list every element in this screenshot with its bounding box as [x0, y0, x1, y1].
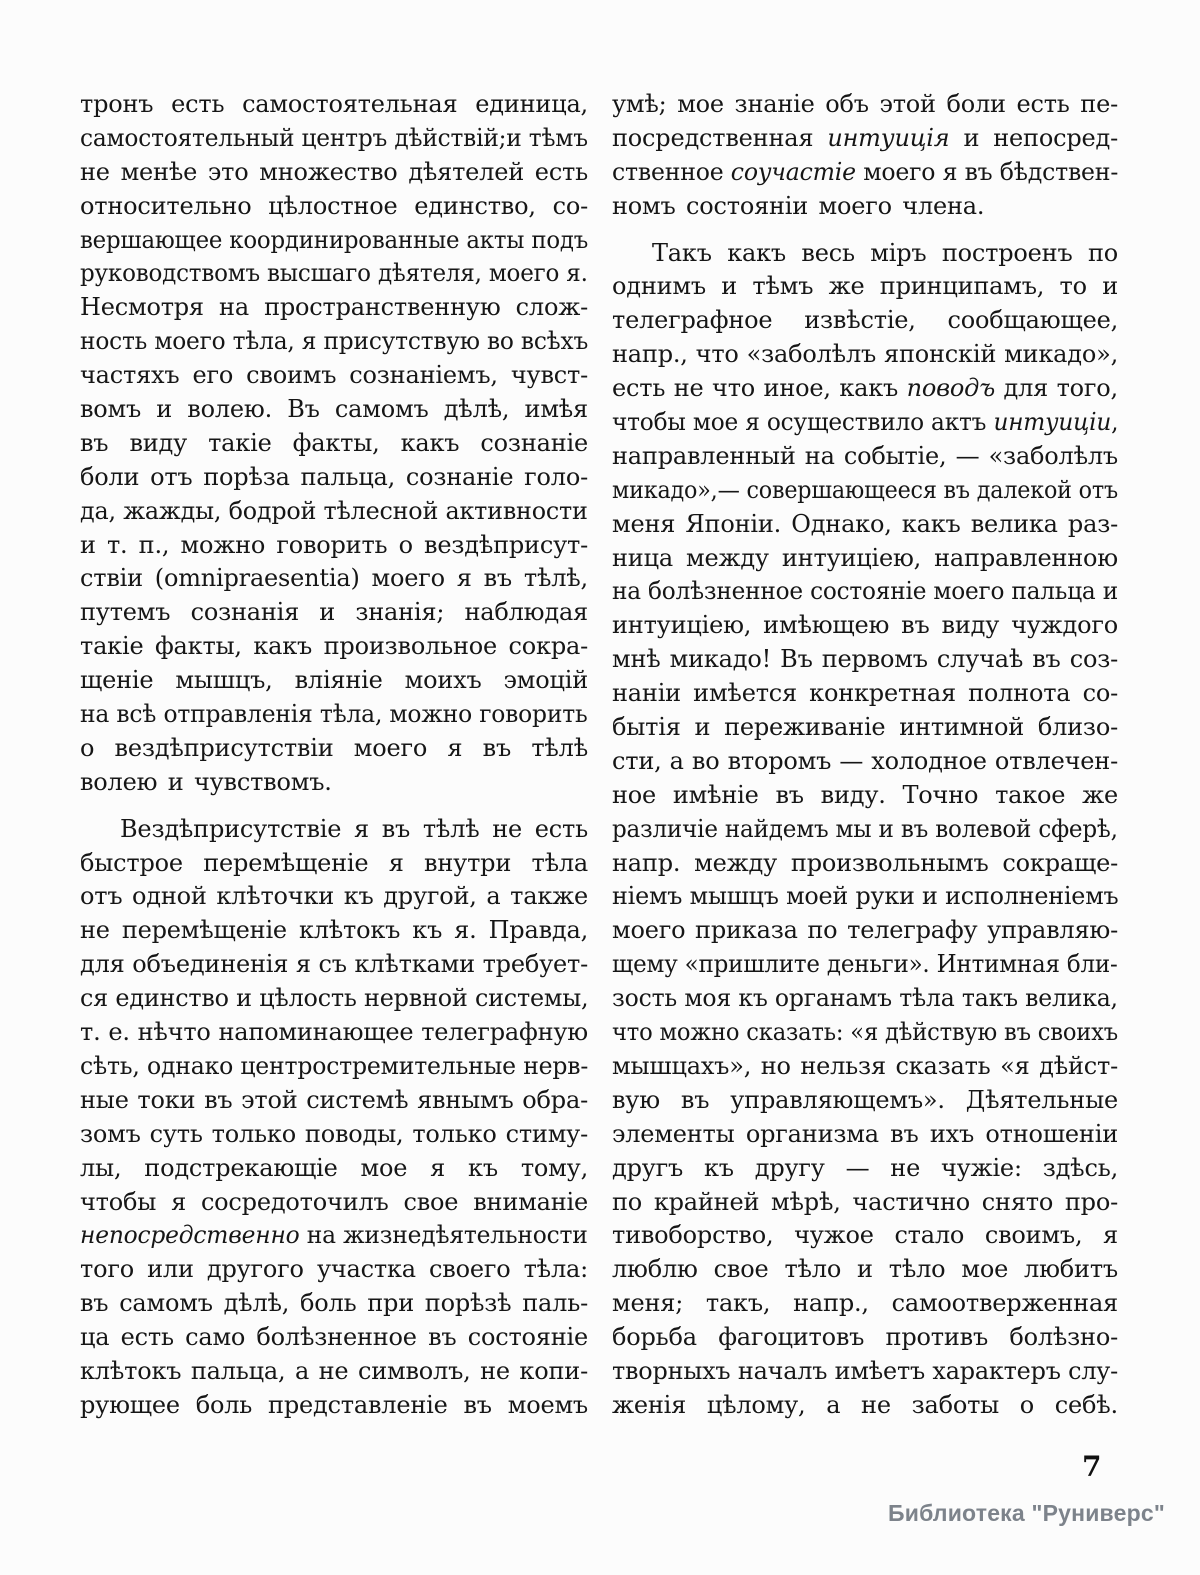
paragraph	[612, 237, 1118, 1423]
text-line	[612, 847, 1118, 881]
text-line	[80, 664, 588, 698]
text-segment: такіе факты, какъ произвольное сокра-	[80, 632, 588, 661]
text-line	[612, 880, 1119, 914]
text-line	[612, 190, 1118, 224]
text-segment: зомъ суть только поводы, только стиму-	[80, 1119, 588, 1148]
text-segment: волею и чувствомъ.	[80, 767, 332, 796]
text-line	[80, 562, 588, 596]
italic-text-segment: интуиція	[827, 123, 950, 152]
text-segment: напр., что «заболѣлъ японскій микадо»,	[612, 340, 1118, 369]
text-segment: для объединенія я съ клѣтками требует-	[80, 950, 588, 979]
text-segment: щему «пришлите деньги». Интимная бли-	[612, 950, 1118, 979]
text-line	[80, 880, 588, 914]
text-line	[612, 156, 1119, 190]
text-line	[612, 474, 1118, 508]
text-line	[612, 88, 1118, 122]
text-segment: тронъ есть самостоятельная единица,	[80, 90, 588, 118]
text-line	[80, 1118, 588, 1152]
text-segment: ца есть само болѣзненное въ состояніе	[80, 1323, 588, 1352]
text-line	[612, 948, 1118, 982]
text-segment: ся единство и цѣлость нервной системы,	[80, 984, 589, 1013]
text-line	[80, 88, 588, 122]
text-segment: зость моя къ органамъ тѣла такъ велика,	[612, 984, 1118, 1013]
text-line	[80, 630, 588, 664]
text-segment: руководствомъ высшаго дѣятеля, моего я.	[80, 259, 588, 288]
text-segment: и непосред-	[949, 123, 1118, 152]
text-line	[612, 1050, 1118, 1084]
text-column-right	[612, 88, 1118, 1423]
text-line	[612, 122, 1118, 156]
text-segment: вершающее координированные акты подъ	[80, 225, 589, 254]
text-segment: микадо»,— совершающееся въ далекой отъ	[612, 475, 1118, 504]
text-segment: бытія и переживаніе интимной близо-	[612, 713, 1118, 742]
text-line	[80, 813, 588, 847]
text-segment: мышцахъ», но нельзя сказать «я дѣйст-	[612, 1051, 1118, 1080]
text-line	[80, 461, 588, 495]
text-line	[80, 291, 588, 325]
text-segment: меня Японіи. Однако, какъ велика раз-	[612, 509, 1118, 538]
text-segment: Такъ какъ весь міръ построенъ по	[652, 238, 1118, 267]
text-line	[612, 372, 1118, 406]
text-segment: лы, подстрекающіе мое я къ тому,	[80, 1153, 588, 1182]
text-segment: ствіи (omnipraesentia) моего я въ тѣлѣ,	[80, 564, 588, 593]
text-segment: женія цѣлому, а не заботы о себѣ.	[612, 1390, 1118, 1419]
text-line	[80, 257, 588, 291]
watermark-runivers: Библиотека "Руниверс"	[888, 1500, 1165, 1526]
text-line	[80, 393, 588, 427]
text-segment: моего я въ бѣдствен-	[855, 157, 1119, 186]
text-segment: для того,	[995, 374, 1118, 403]
text-segment: наніи имѣется конкретная полнота со-	[612, 679, 1118, 708]
text-line	[612, 542, 1118, 576]
text-line	[612, 1287, 1118, 1321]
text-segment: въ виду такіе факты, какъ сознаніе	[80, 428, 588, 457]
text-segment: номъ состояніи моего члена.	[612, 191, 985, 220]
text-line	[612, 1355, 1119, 1389]
text-line	[612, 745, 1118, 779]
text-segment: быстрое перемѣщеніе я внутри тѣла	[80, 848, 588, 877]
text-segment: клѣтокъ пальца, а не символъ, не копи-	[80, 1356, 588, 1385]
text-segment: интуиціею, имѣющею въ виду чуждого	[612, 611, 1118, 640]
text-line	[612, 508, 1118, 542]
text-line	[80, 529, 588, 563]
text-line	[80, 1389, 588, 1423]
italic-text-segment: соучастіе	[730, 157, 856, 186]
text-line	[80, 224, 589, 258]
text-line	[80, 698, 588, 732]
text-line	[80, 766, 588, 800]
text-line	[80, 427, 588, 461]
text-line	[80, 1084, 588, 1118]
text-line	[612, 677, 1118, 711]
text-segment: ные токи въ этой системѣ явнымъ обра-	[80, 1085, 588, 1114]
text-line	[612, 1016, 1118, 1050]
text-segment: самостоятельный центръ дѣйствій;и тѣмъ	[80, 123, 588, 152]
text-segment: однимъ и тѣмъ же принципамъ, то и	[612, 272, 1118, 301]
text-segment: напр. между произвольнымъ сокраще-	[612, 848, 1118, 877]
text-segment: частяхъ его своимъ сознаніемъ, чувст-	[80, 361, 588, 390]
text-segment: другъ къ другу — не чужіе: здѣсь,	[612, 1153, 1118, 1182]
text-line	[612, 406, 1119, 440]
text-segment: творныхъ началъ имѣетъ характеръ слу-	[612, 1356, 1119, 1385]
text-segment: рующее боль представленіе въ моемъ	[80, 1390, 588, 1419]
text-line	[80, 847, 588, 881]
text-segment: не перемѣщеніе клѣтокъ къ я. Правда,	[80, 916, 588, 945]
text-line	[612, 237, 1118, 271]
text-line	[80, 1287, 588, 1321]
text-line	[612, 270, 1118, 304]
italic-text-segment: непосредственно	[80, 1221, 300, 1250]
text-line	[80, 359, 588, 393]
text-segment: отъ одной клѣточки къ другой, а также	[80, 882, 588, 911]
text-segment: сти, а во второмъ — холодное отвлечен-	[612, 746, 1118, 775]
text-line	[80, 1050, 589, 1084]
text-segment: умѣ; мое знаніе объ этой боли есть пе-	[612, 90, 1118, 118]
text-segment: посредственная	[612, 123, 828, 152]
text-line	[80, 982, 589, 1016]
italic-text-segment: поводъ	[906, 374, 995, 403]
text-segment: Вездѣприсутствіе я въ тѣлѣ не есть	[120, 814, 588, 843]
text-segment: элементы организма въ ихъ отношеніи	[612, 1119, 1118, 1148]
text-line	[612, 813, 1118, 847]
text-line	[80, 914, 588, 948]
text-segment: щеніе мышцъ, вліяніе моихъ эмоцій	[80, 666, 588, 695]
text-segment: ственное	[612, 157, 731, 186]
text-segment: есть не что иное, какъ	[612, 374, 907, 403]
text-column-left	[80, 88, 588, 1423]
page-number: 7	[1082, 1450, 1102, 1483]
text-line	[80, 732, 588, 766]
text-segment: ность моего тѣла, я присутствую во всѣхъ	[80, 327, 589, 356]
text-line	[612, 1389, 1118, 1423]
paragraph	[80, 813, 588, 1423]
text-segment: меня; такъ, напр., самоотверженная	[612, 1289, 1118, 1318]
text-line	[80, 1152, 588, 1186]
text-segment: да, жажды, бодрой тѣлесной активности	[80, 496, 588, 525]
text-line	[612, 575, 1118, 609]
text-segment: борьба фагоцитовъ противъ болѣзно-	[612, 1323, 1118, 1352]
text-segment: на жизнедѣятельности	[299, 1221, 588, 1250]
text-segment: Несмотря на пространственную слож-	[80, 293, 588, 322]
text-segment: въ самомъ дѣлѣ, боль при порѣзѣ паль-	[80, 1289, 588, 1318]
text-segment: относительно цѣлостное единство, со-	[80, 191, 588, 220]
text-line	[612, 1186, 1118, 1220]
text-line	[80, 596, 588, 630]
text-segment: телеграфное извѣстіе, сообщающее,	[612, 306, 1118, 335]
text-line	[612, 1152, 1118, 1186]
text-segment: о вездѣприсутствіи моего я въ тѣлѣ	[80, 733, 588, 762]
text-line	[612, 914, 1118, 948]
text-segment: чтобы мое я осуществило актъ	[612, 408, 994, 437]
text-line	[80, 156, 588, 190]
text-line	[80, 495, 588, 529]
text-line	[80, 122, 588, 156]
text-segment: различіе найдемъ мы и въ волевой сферѣ,	[612, 814, 1118, 843]
text-line	[612, 338, 1118, 372]
text-segment: по крайней мѣрѣ, частично снято про-	[612, 1187, 1118, 1216]
text-segment: боли отъ порѣза пальца, сознаніе голо-	[80, 462, 588, 491]
text-segment: ное имѣніе въ виду. Точно такое же	[612, 780, 1118, 809]
text-line	[612, 1084, 1118, 1118]
text-line	[612, 304, 1118, 338]
text-line	[80, 1253, 588, 1287]
text-line	[612, 440, 1118, 474]
text-segment: т. е. нѣчто напоминающее телеграфную	[80, 1018, 588, 1047]
text-segment: люблю свое тѣло и тѣло мое любитъ	[612, 1255, 1118, 1284]
text-line	[80, 948, 588, 982]
text-line	[612, 609, 1118, 643]
text-line	[80, 1186, 588, 1220]
text-segment: ніемъ мышцъ моей руки и исполненіемъ	[612, 882, 1119, 911]
text-segment: сѣть, однако центростремительные нерв-	[80, 1051, 589, 1080]
text-segment: ница между интуиціею, направленною	[612, 543, 1118, 572]
text-segment: на болѣзненное состояніе моего пальца и	[612, 577, 1118, 606]
text-line	[612, 1118, 1118, 1152]
text-line	[80, 1355, 588, 1389]
text-segment: чтобы я сосредоточилъ свое вниманіе	[80, 1187, 588, 1216]
text-line	[80, 190, 588, 224]
text-segment: путемъ сознанія и знанія; наблюдая	[80, 598, 588, 627]
text-line	[612, 1219, 1118, 1253]
text-segment: тивоборство, чужое стало своимъ, я	[612, 1221, 1118, 1250]
paragraph	[612, 88, 1118, 224]
text-segment: того или другого участка своего тѣла:	[80, 1255, 588, 1284]
text-line	[80, 1219, 588, 1253]
text-segment: и т. п., можно говорить о вездѣприсут-	[80, 530, 588, 559]
text-line	[612, 1321, 1118, 1355]
text-line	[80, 1016, 588, 1050]
paragraph	[80, 88, 588, 800]
text-segment: моего приказа по телеграфу управляю-	[612, 916, 1118, 945]
text-line	[612, 711, 1118, 745]
text-segment: что можно сказать: «я дѣйствую въ своихъ	[612, 1018, 1118, 1047]
text-segment: мнѣ микадо! Въ первомъ случаѣ въ соз-	[612, 645, 1118, 674]
text-segment: вомъ и волею. Въ самомъ дѣлѣ, имѣя	[80, 395, 588, 424]
text-line	[80, 325, 589, 359]
text-line	[80, 1321, 588, 1355]
text-line	[612, 643, 1118, 677]
text-segment: ,	[1111, 408, 1119, 437]
text-segment: вую въ управляющемъ». Дѣятельные	[612, 1085, 1118, 1114]
text-segment: на всѣ отправленія тѣла, можно говорить	[80, 700, 588, 729]
text-line	[612, 982, 1118, 1016]
text-segment: направленный на событіе, — «заболѣлъ	[612, 441, 1118, 470]
text-line	[612, 1253, 1118, 1287]
text-segment: не менѣе это множество дѣятелей есть	[80, 157, 588, 186]
italic-text-segment: интуиціи	[993, 408, 1112, 437]
text-line	[612, 779, 1118, 813]
